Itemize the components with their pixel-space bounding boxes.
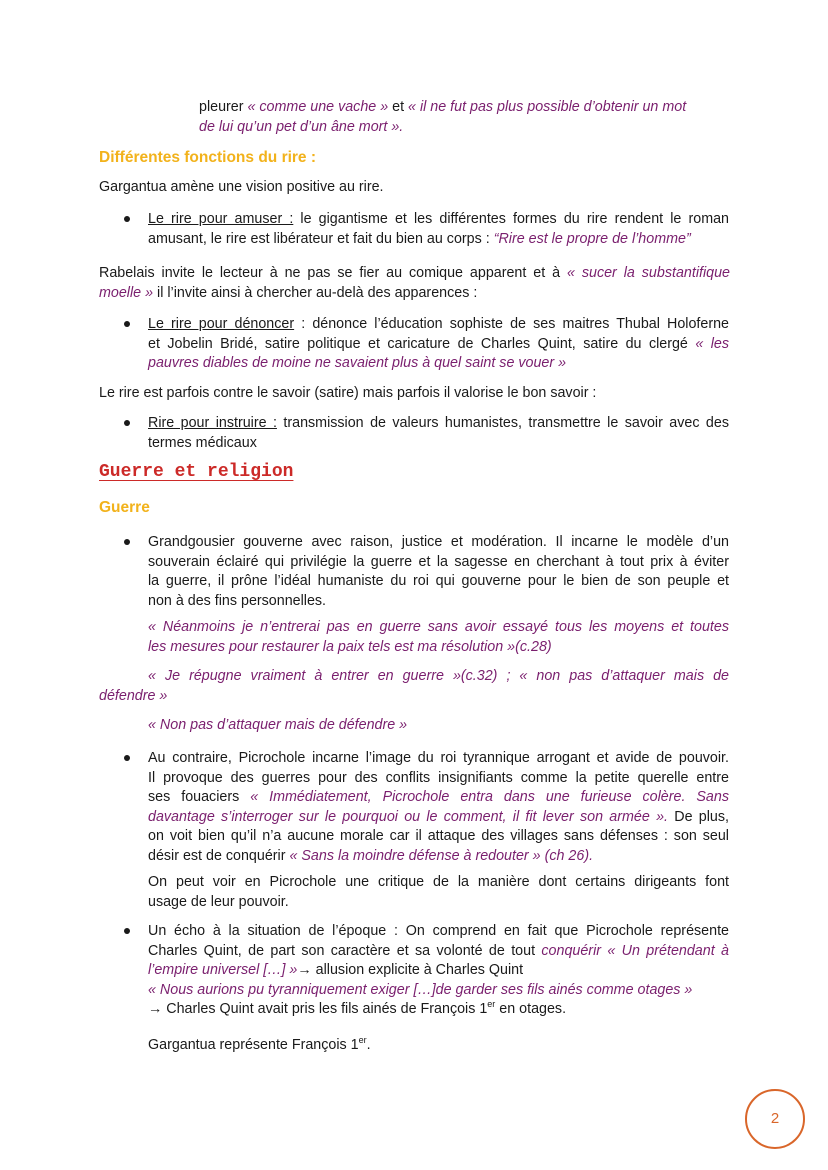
line: « Nous aurions pu tyranniquement exiger […]de garder ses fils ainés comme otages »: [148, 981, 693, 998]
text: Rabelais invite le lecteur à ne pas se fier au comique apparent et à: [99, 265, 567, 281]
line: Au contraire, Picrochole incarne l’image du roi tyrannique arrogant et avide de pouvoir.: [148, 750, 729, 766]
bullet-icon: [124, 755, 130, 761]
line: la guerre, il prône l’idéal humaniste du roi qui gouverne pour le bien de son peuple et: [148, 573, 729, 589]
line: [148, 434, 729, 454]
line: « Néanmoins je n’entrerai pas en guerre sans avoir essayé tous les moyens et toutes: [148, 619, 729, 635]
text: De plus,: [668, 808, 730, 825]
quote-line: [199, 98, 739, 118]
line: [148, 942, 729, 962]
line: « Je répugne vraiment à entrer en guerre »(c.32) ; « non pas d’attaquer mais de: [148, 668, 729, 684]
text: Charles Quint, de part son caractère et sa volonté de tout: [148, 942, 542, 959]
quote: moelle »: [99, 284, 154, 301]
paragraph-critique: [148, 873, 729, 912]
bullet-icon: [124, 216, 130, 222]
heading-guerre: Guerre: [99, 499, 150, 516]
line: On peut voir en Picrochole une critique de la manière dont certains dirigeants font: [148, 874, 729, 890]
quote: davantage s’interroger sur le pourquoi ou le comment, il fit lever son armée ».: [148, 808, 669, 825]
quote-repugne: [99, 667, 729, 706]
label: Le rire pour dénoncer: [148, 316, 295, 332]
superscript: er: [358, 1035, 367, 1046]
bullet-grandgousier: [148, 533, 729, 611]
quote: « sucer la substantifique: [566, 265, 730, 281]
text: .: [366, 1037, 371, 1053]
line: [148, 808, 729, 828]
bullet-icon: [124, 539, 130, 545]
bullet-icon: [124, 420, 130, 426]
text: pleurer: [199, 99, 248, 115]
quote-non-pas: « Non pas d’attaquer mais de défendre »: [148, 717, 408, 733]
page-number-badge: [745, 1089, 805, 1149]
paragraph-rabelais: [99, 264, 730, 303]
text: en otages.: [495, 1001, 567, 1017]
line: Il provoque des guerres pour des conflits insignifiants comme la petite querelle entre: [148, 769, 729, 786]
text: et: [388, 99, 409, 115]
bullet-rire-denoncer: [148, 315, 729, 374]
line: les mesures pour restaurer la paix tels est ma résolution »(c.28): [148, 638, 552, 655]
text: transmission de valeurs humanistes, transmettre le savoir avec des: [276, 415, 729, 431]
bullet-icon: [124, 321, 130, 327]
text: Gargantua représente François 1: [148, 1037, 359, 1053]
line: [148, 414, 729, 434]
text: : dénonce l’éducation sophiste de ses maitres Thubal Holoferne: [294, 316, 730, 332]
line: [148, 335, 729, 355]
quote: « il ne fut pas plus possible d’obtenir un mot: [408, 99, 687, 115]
text: et Jobelin Bridé, satire politique et caricature de Charles Quint, satire du clergé: [148, 335, 696, 352]
quote: « Immédiatement, Picrochole entra dans une furieuse colère. Sans: [250, 789, 729, 805]
continuation-quote: [199, 98, 739, 137]
line: [99, 284, 730, 304]
text: désir est de conquérir: [148, 847, 290, 864]
text: il l’invite ainsi à chercher au-delà des apparences :: [153, 284, 478, 301]
label: Rire pour instruire :: [148, 415, 277, 431]
text: → allusion explicite à Charles Quint: [297, 962, 524, 978]
line: [148, 315, 729, 335]
paragraph-savoir: Le rire est parfois contre le savoir (satire) mais parfois il valorise le bon savoir :: [99, 385, 597, 401]
line: [148, 788, 729, 808]
text: amusant, le rire est libérateur et fait du bien au corps :: [148, 230, 494, 247]
label: Le rire pour amuser :: [148, 211, 294, 227]
quote-neanmoins: [148, 618, 729, 657]
bullet-rire-amuser: [148, 210, 729, 249]
text: termes médicaux: [148, 434, 257, 451]
bullet-rire-instruire: [148, 414, 729, 453]
page-number: 2: [770, 1110, 780, 1128]
superscript: er: [487, 999, 496, 1010]
bullet-echo: [148, 922, 729, 1020]
text: → Charles Quint avait pris les fils ainés de François 1: [148, 1001, 488, 1017]
heading-fonctions-rire: Différentes fonctions du rire :: [99, 149, 317, 166]
quote: conquérir « Un prétendant à: [541, 942, 729, 959]
line: [148, 961, 729, 981]
line: usage de leur pouvoir.: [148, 893, 289, 910]
line: [148, 354, 729, 374]
line: Grandgousier gouverne avec raison, justice et modération. Il incarne le modèle d’un: [148, 534, 729, 550]
quote: l’empire universel […] »: [148, 962, 298, 978]
line: défendre »: [99, 687, 168, 704]
line: on voit bien qu’il n’a aucune morale car il attaque des villages sans défenses : son seul: [148, 828, 729, 844]
quote: « Sans la moindre défense à redouter » (ch 26).: [289, 847, 594, 864]
text: ses fouaciers: [148, 789, 251, 805]
line: [148, 1000, 729, 1020]
heading-guerre-religion: Guerre et religion: [99, 462, 294, 482]
bullet-picrochole: [148, 749, 729, 866]
quote: « comme une vache »: [247, 99, 389, 115]
quote-line: [199, 118, 739, 138]
line: [148, 847, 729, 867]
quote: de lui qu’un pet d’un âne mort ».: [199, 118, 404, 135]
line: [148, 210, 729, 230]
quote: “Rire est le propre de l’homme”: [493, 230, 691, 247]
bullet-icon: [124, 928, 130, 934]
line: non à des fins personnelles.: [148, 592, 327, 609]
quote: « les: [695, 335, 729, 352]
text: le gigantisme et les différentes formes du rire rendent le roman: [293, 211, 730, 227]
line: [148, 230, 729, 250]
line: Un écho à la situation de l’époque : On comprend en fait que Picrochole représente: [148, 923, 729, 939]
paragraph-gargantua: [148, 1036, 371, 1056]
quote: pauvres diables de moine ne savaient plus à quel saint se vouer »: [148, 355, 567, 371]
paragraph-intro: Gargantua amène une vision positive au rire.: [99, 179, 384, 195]
line: souverain éclairé qui privilégie la guerre et la sagesse en cherchant à tout prix à éviter: [148, 553, 729, 570]
line: [99, 264, 730, 284]
